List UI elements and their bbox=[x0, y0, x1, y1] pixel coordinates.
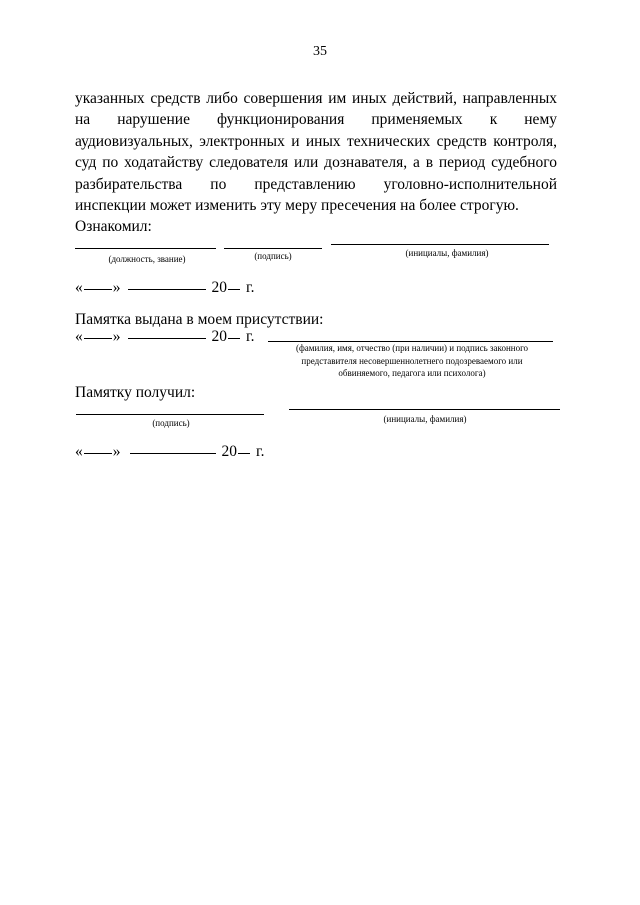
month-blank[interactable] bbox=[128, 337, 206, 339]
signature-line-2[interactable] bbox=[76, 414, 264, 415]
date-row-2 bbox=[75, 328, 254, 346]
day-blank[interactable] bbox=[84, 337, 112, 339]
close-quote: » bbox=[112, 279, 121, 296]
body-paragraph: указанных средств либо совершения им иных действий, направленных на нарушение функционирования применяемых к нему аудиовизуальных, электронных и иных технических средств контроля, суд по ходатайству следователя или дознавателя, а в период судебного разбирательства по представлению уголовно-исполнительной инспекции может изменить эту меру пресечения на более строгую. bbox=[75, 90, 557, 215]
year-suffix: г. bbox=[246, 328, 255, 345]
signature-line[interactable] bbox=[224, 248, 322, 249]
initials-line-2[interactable] bbox=[289, 409, 560, 410]
caption-representative bbox=[262, 342, 562, 380]
year-prefix: 20 bbox=[211, 328, 227, 345]
caption-signature: (подпись) bbox=[254, 251, 292, 261]
close-quote: » bbox=[112, 443, 121, 460]
date-row-3 bbox=[75, 443, 264, 461]
caption-initials-2: (инициалы, фамилия) bbox=[383, 414, 467, 424]
caption-representative-line2: представителя несовершеннолетнего подозреваемого или bbox=[301, 355, 523, 366]
year-blank[interactable] bbox=[238, 452, 250, 454]
day-blank[interactable] bbox=[84, 452, 112, 454]
month-blank[interactable] bbox=[130, 452, 216, 454]
year-prefix: 20 bbox=[221, 443, 237, 460]
year-blank[interactable] bbox=[228, 288, 240, 290]
open-quote: « bbox=[75, 328, 83, 345]
heading-received: Памятку получил: bbox=[75, 384, 196, 401]
year-blank[interactable] bbox=[228, 337, 240, 339]
date-row-1 bbox=[75, 279, 254, 297]
day-blank[interactable] bbox=[84, 288, 112, 290]
caption-initials: (инициалы, фамилия) bbox=[405, 248, 489, 258]
close-quote: » bbox=[112, 328, 121, 345]
caption-signature-2: (подпись) bbox=[152, 418, 190, 428]
year-suffix: г. bbox=[246, 279, 255, 296]
heading-acquainted: Ознакомил: bbox=[75, 218, 152, 235]
open-quote: « bbox=[75, 279, 83, 296]
page-number: 35 bbox=[313, 44, 327, 59]
initials-line[interactable] bbox=[331, 244, 549, 245]
year-prefix: 20 bbox=[211, 279, 227, 296]
caption-representative-line1: (фамилия, имя, отчество (при наличии) и подпись законного bbox=[295, 343, 529, 353]
year-suffix: г. bbox=[256, 443, 265, 460]
caption-position: (должность, звание) bbox=[108, 254, 186, 264]
heading-issued: Памятка выдана в моем присутствии: bbox=[75, 311, 324, 328]
open-quote: « bbox=[75, 443, 83, 460]
month-blank[interactable] bbox=[128, 288, 206, 290]
caption-representative-line3: обвиняемого, педагога или психолога) bbox=[338, 368, 486, 378]
position-line[interactable] bbox=[75, 248, 216, 249]
